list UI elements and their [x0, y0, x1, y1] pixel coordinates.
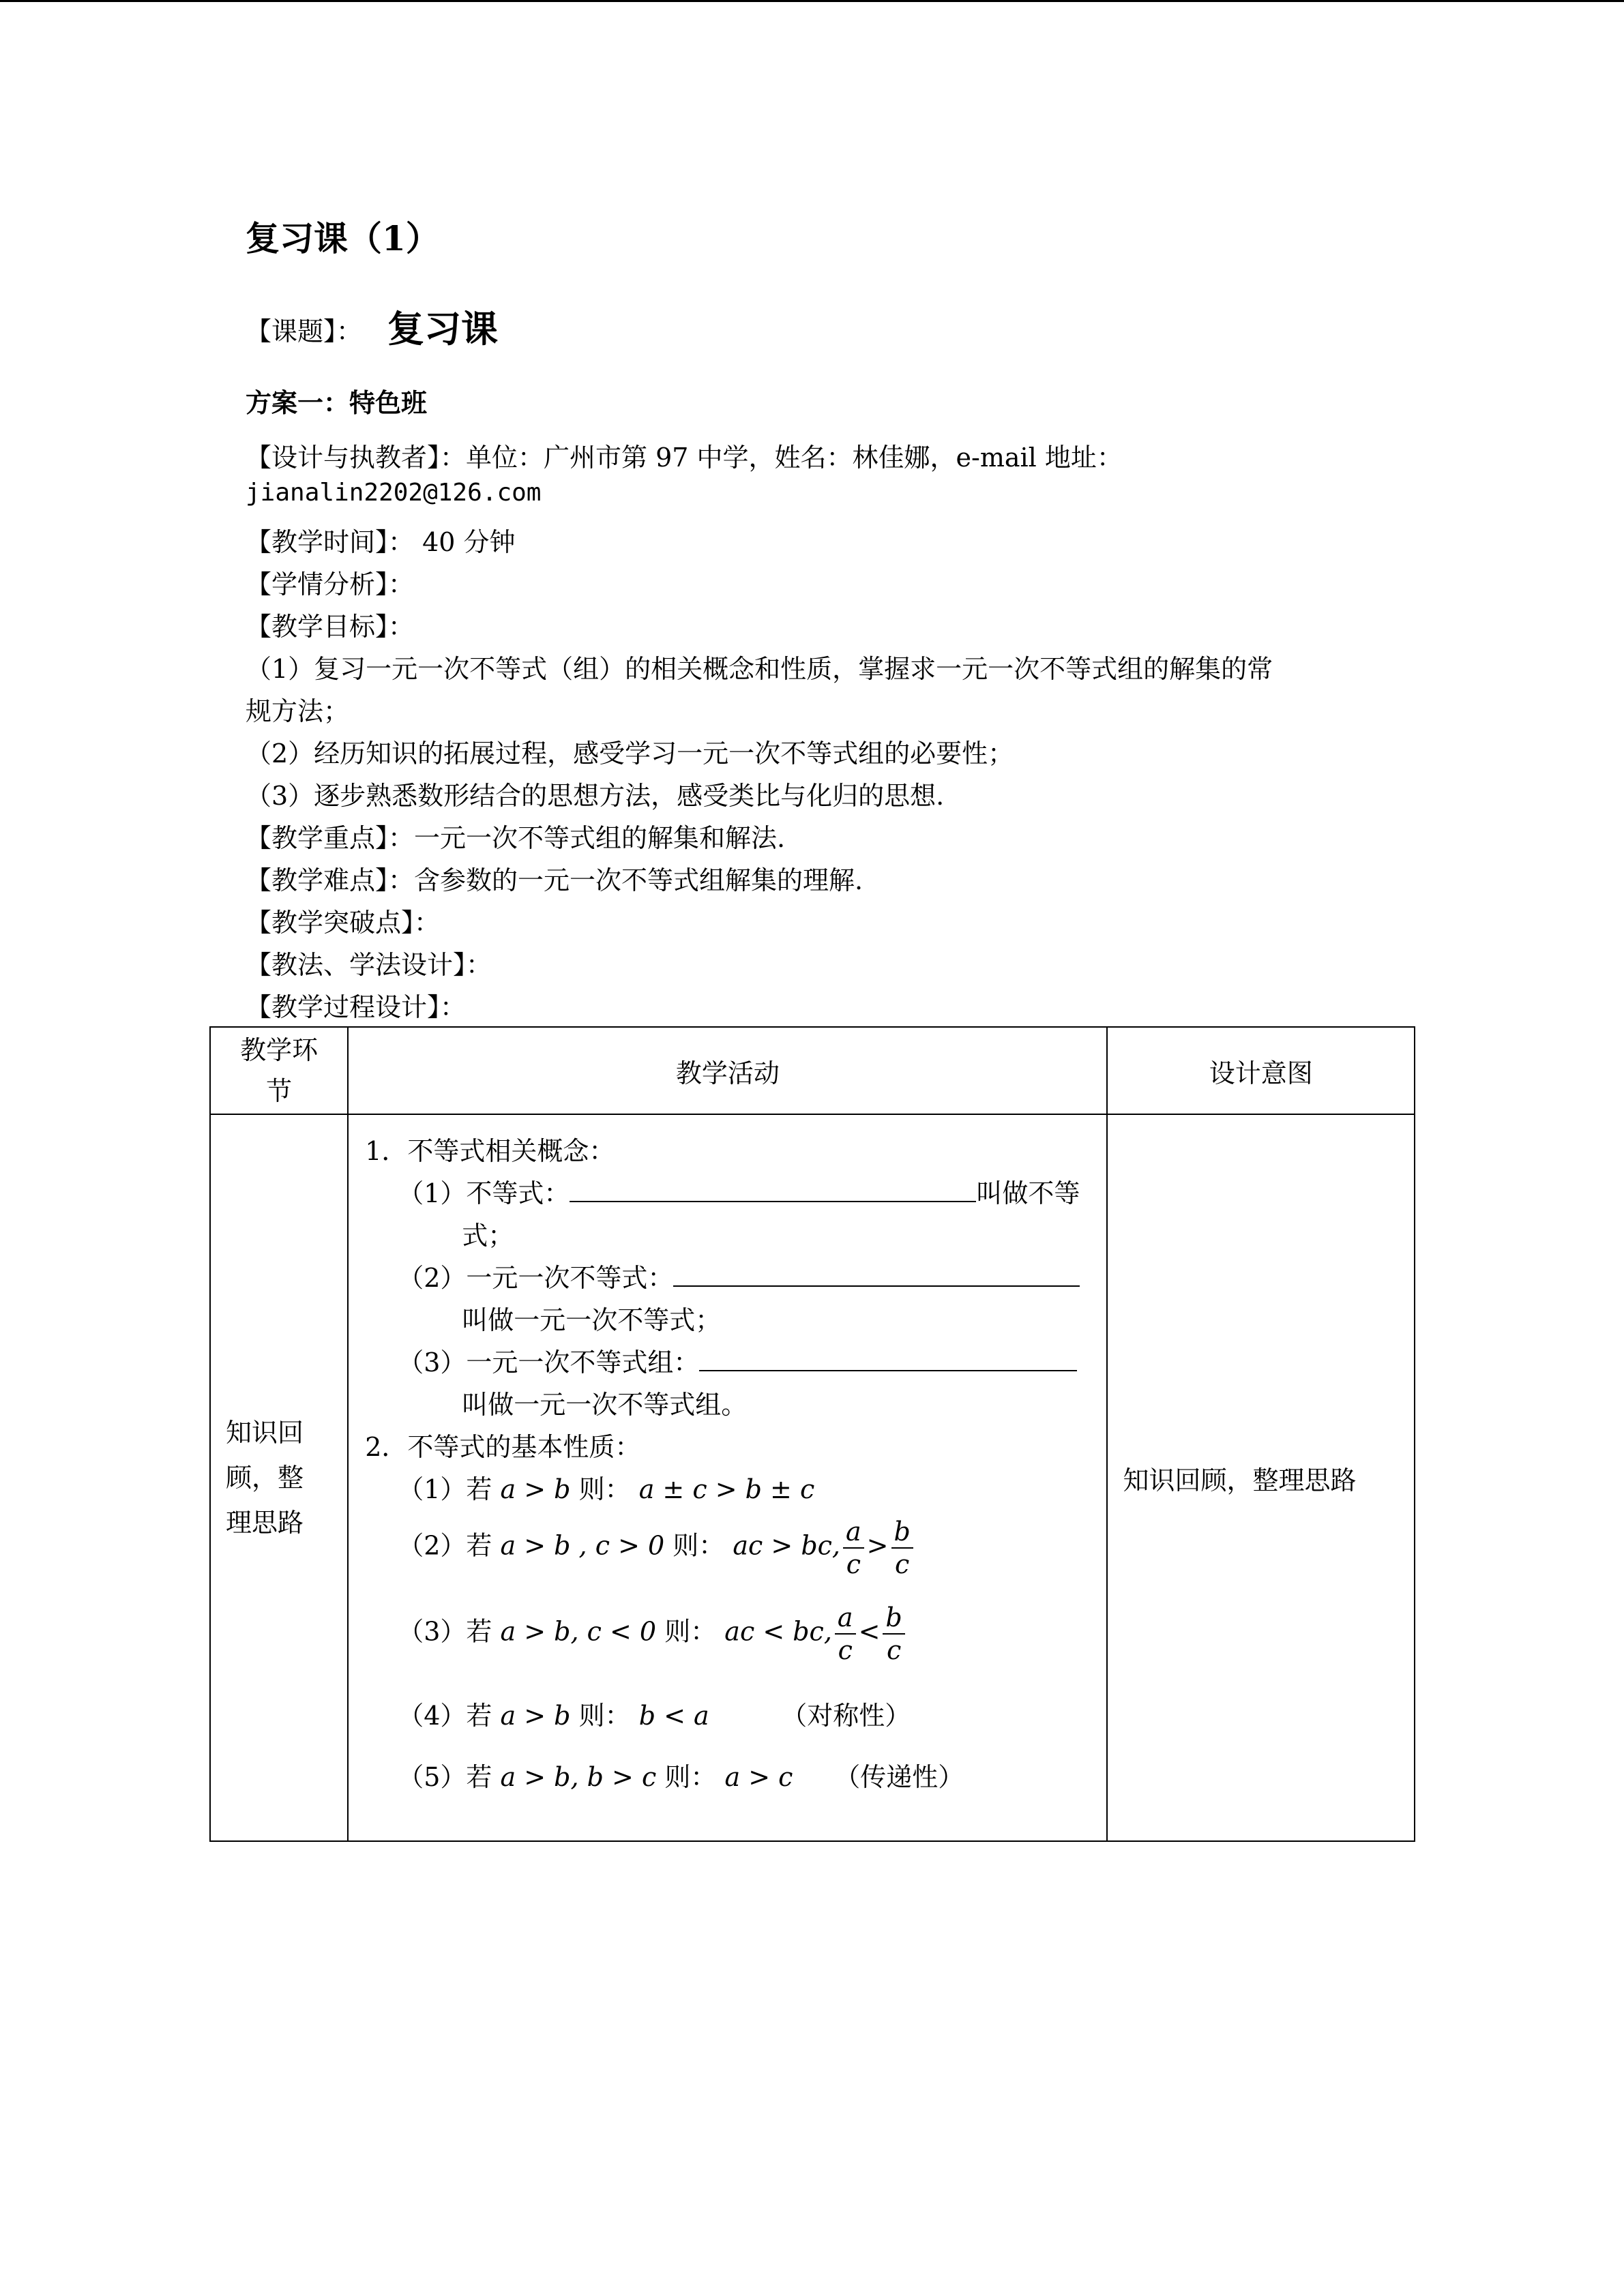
property-3-prefix: （3）若 [398, 1616, 492, 1647]
property-4-then: 则： [578, 1701, 631, 1731]
property-5-note: （传递性） [834, 1762, 964, 1792]
concept-1-suffix: 叫做不等 [976, 1178, 1080, 1208]
property-2-result: ac > bc, [733, 1530, 841, 1561]
property-3-condition: a > b, c < 0 [500, 1616, 657, 1647]
stage-line-1: 知识回 [226, 1418, 304, 1448]
header-intent: 设计意图 [1107, 1027, 1415, 1114]
fraction-denominator: c [846, 1549, 861, 1579]
document-title: 复习课（1） [246, 218, 440, 258]
property-4-prefix: （4）若 [398, 1701, 492, 1731]
property-5 [398, 1756, 793, 1793]
property-5-condition: a > b, b > c [500, 1762, 657, 1792]
concept-2-cont: 叫做一元一次不等式； [462, 1305, 722, 1335]
goal-3: （3）逐步熟悉数形结合的思想方法，感受类比与化归的思想. [246, 781, 945, 811]
topic-label: 【课题】： [246, 316, 363, 346]
property-3-then: 则： [664, 1616, 717, 1647]
designer-email: jianalin2202@126.com [246, 479, 542, 507]
property-1-prefix: （1）若 [398, 1474, 492, 1504]
property-4-note: （对称性） [781, 1701, 911, 1731]
concept-2-prefix: （2）一元一次不等式： [398, 1263, 674, 1293]
concept-3-cont: 叫做一元一次不等式组。 [462, 1390, 748, 1420]
concept-2-blank[interactable] [673, 1259, 1080, 1287]
fraction-numerator: b [883, 1605, 904, 1635]
property-1-then: 则： [578, 1474, 631, 1504]
section-1-heading: 1．不等式相关概念： [365, 1136, 615, 1166]
concept-1-blank[interactable] [570, 1175, 976, 1202]
breakthrough: 【教学突破点】： [246, 908, 441, 938]
fraction-numerator: a [843, 1519, 864, 1549]
stage-line-2: 顾，整 [226, 1463, 304, 1493]
property-2 [398, 1519, 916, 1577]
teaching-time: 【教学时间】： 40 分钟 [246, 527, 516, 557]
plan-heading: 方案一：特色班 [246, 387, 428, 418]
concept-3-line [398, 1341, 1077, 1379]
key-points: 【教学重点】：一元一次不等式组的解集和解法. [246, 823, 786, 853]
lesson-process-table [209, 1026, 1415, 1842]
property-4-result: b < a [638, 1701, 709, 1731]
concept-1-prefix: （1）不等式： [398, 1178, 570, 1208]
header-stage-line-2: 节 [266, 1076, 293, 1106]
stage-cell [210, 1114, 348, 1841]
property-3-operator: < [858, 1616, 881, 1647]
property-3-fraction-left [835, 1602, 856, 1665]
property-2-condition: a > b , c > 0 [500, 1530, 665, 1561]
intent-cell: 知识回顾，整理思路 [1107, 1114, 1415, 1841]
section-2-heading: 2．不等式的基本性质： [365, 1432, 641, 1462]
goal-2: （2）经历知识的拓展过程，感受学习一元一次不等式组的必要性； [246, 739, 1014, 769]
property-2-operator: > [866, 1530, 889, 1561]
property-2-prefix: （2）若 [398, 1530, 492, 1561]
goal-1-line-2: 规方法； [246, 696, 350, 726]
teaching-goal-label: 【教学目标】： [246, 612, 415, 642]
stage-line-3: 理思路 [226, 1508, 304, 1538]
property-2-then: 则： [673, 1530, 725, 1561]
difficulties: 【教学难点】：含参数的一元一次不等式组解集的理解. [246, 865, 863, 895]
concept-3-prefix: （3）一元一次不等式组： [398, 1347, 700, 1377]
topic-value: 复习课 [387, 307, 498, 351]
property-4-condition: a > b [500, 1701, 571, 1731]
fraction-denominator: c [838, 1635, 853, 1665]
header-stage [210, 1027, 348, 1114]
property-2-fraction-right [891, 1519, 913, 1577]
goal-1-line-1: （1）复习一元一次不等式（组）的相关概念和性质，掌握求一元一次不等式组的解集的常 [246, 654, 1273, 684]
property-3 [398, 1602, 908, 1665]
header-activity: 教学活动 [348, 1027, 1107, 1114]
method-design: 【教法、学法设计】： [246, 950, 492, 980]
property-1-result: a ± c > b ± c [638, 1474, 815, 1504]
fraction-denominator: c [895, 1549, 910, 1579]
property-1-condition: a > b [500, 1474, 571, 1504]
property-2-fraction-left [843, 1519, 864, 1577]
fraction-numerator: b [891, 1519, 913, 1549]
student-analysis: 【学情分析】： [246, 569, 415, 599]
property-3-result: ac < bc, [724, 1616, 832, 1647]
fraction-denominator: c [886, 1635, 902, 1665]
table-header-row [210, 1027, 1415, 1114]
concept-1-cont: 式； [462, 1221, 514, 1251]
concept-2-line [398, 1257, 1080, 1294]
property-3-fraction-right [883, 1602, 904, 1665]
designer-line: 【设计与执教者】：单位：广州市第 97 中学，姓名：林佳娜，e-mail 地址： [246, 443, 1123, 473]
property-1 [398, 1468, 814, 1506]
activity-cell [348, 1114, 1107, 1841]
property-5-prefix: （5）若 [398, 1762, 492, 1792]
process-design: 【教学过程设计】： [246, 992, 467, 1022]
property-5-result: a > c [724, 1762, 793, 1792]
property-5-then: 则： [664, 1762, 717, 1792]
property-4 [398, 1695, 709, 1732]
concept-3-blank[interactable] [699, 1344, 1077, 1371]
fraction-numerator: a [835, 1605, 856, 1635]
concept-1-line [398, 1172, 1080, 1210]
table-row [210, 1114, 1415, 1841]
header-stage-line-1: 教学环 [240, 1035, 319, 1065]
